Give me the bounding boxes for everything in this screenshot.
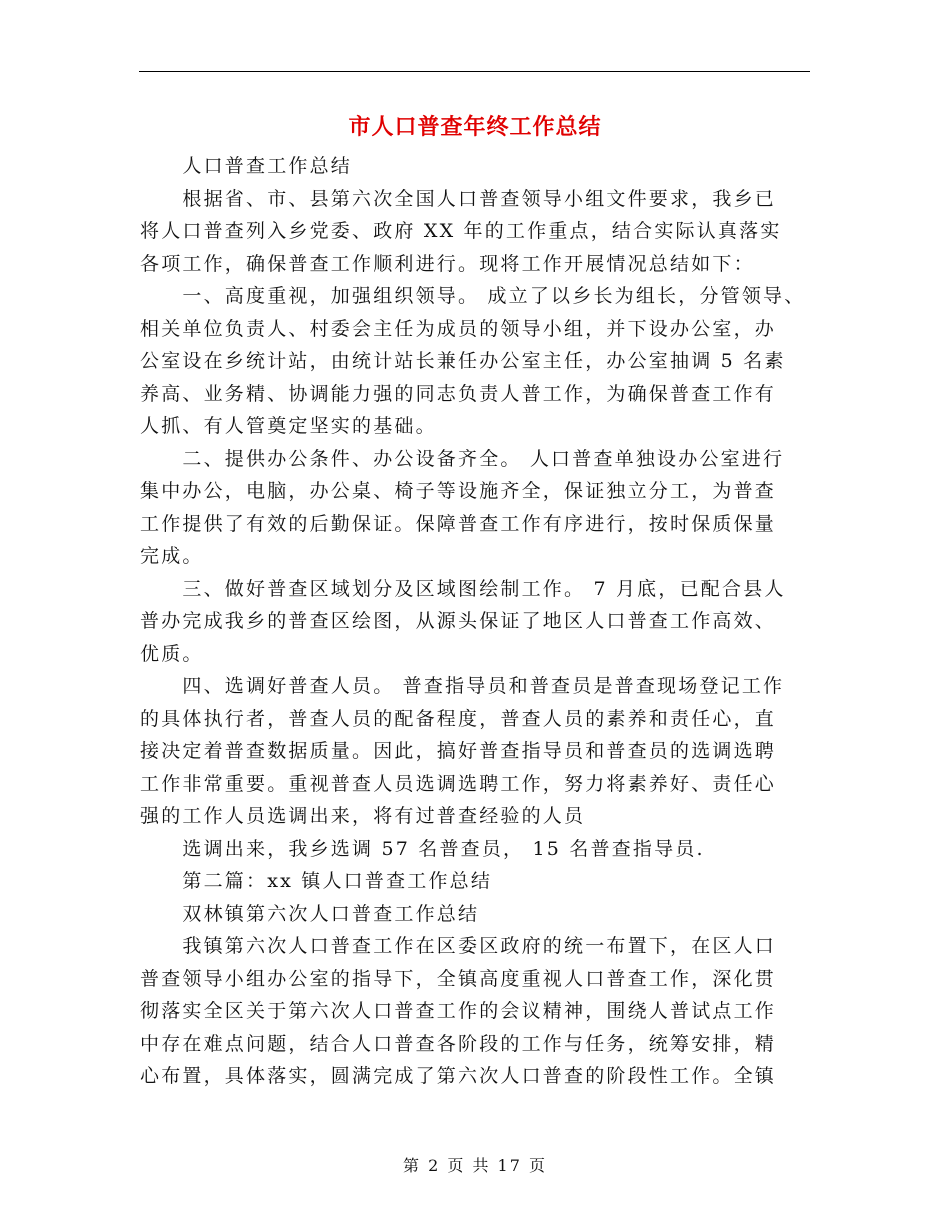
paragraph-line: 普办完成我乡的普查区绘图，从源头保证了地区人口普查工作高效、 xyxy=(140,610,777,632)
paragraph-line: 三、做好普查区域划分及区域图绘制工作。 7 月底，已配合县人 xyxy=(140,577,786,600)
paragraph-line: 接决定着普查数据质量。因此，搞好普查指导员和普查员的选调选聘 xyxy=(140,740,777,762)
paragraph-line: 选调出来，我乡选调 57 名普查员， 15 名普查指导员. xyxy=(140,837,705,860)
paragraph-line: 优质。 xyxy=(140,642,204,665)
paragraph-line: 根据省、市、县第六次全国人口普查领导小组文件要求，我乡已 xyxy=(140,187,777,210)
paragraph-line: 一、高度重视，加强组织领导。 成立了以乡长为组长，分管领导、 xyxy=(140,285,806,307)
paragraph-line: 二、提供办公条件、办公设备齐全。 人口普查单独设办公室进行 xyxy=(140,447,785,470)
paragraph-line: 各项工作，确保普查工作顺利进行。现将工作开展情况总结如下： xyxy=(140,252,755,275)
paragraph-line: 人抓、有人管奠定坚实的基础。 xyxy=(140,415,437,437)
paragraph-line: 将人口普查列入乡党委、政府 XX 年的工作重点，结合实际认真落实 xyxy=(140,220,782,242)
paragraph-line: 养高、业务精、协调能力强的同志负责人普工作，为确保普查工作有 xyxy=(140,382,777,405)
paragraph-line: 集中办公，电脑，办公桌、椅子等设施齐全，保证独立分工，为普查 xyxy=(140,480,777,502)
paragraph-line: 人口普查工作总结 xyxy=(140,155,353,177)
paragraph-line: 我镇第六次人口普查工作在区委区政府的统一布置下，在区人口 xyxy=(140,935,777,957)
paragraph-line: 相关单位负责人、村委会主任为成员的领导小组，并下设办公室，办 xyxy=(140,317,777,340)
paragraph-line: 彻落实全区关于第六次人口普查工作的会议精神，围绕人普试点工作 xyxy=(140,1000,777,1022)
paragraph-line: 第二篇：xx 镇人口普查工作总结 xyxy=(140,870,493,892)
paragraph-line: 工作提供了有效的后勤保证。保障普查工作有序进行，按时保质保量 xyxy=(140,512,777,535)
paragraph-line: 的具体执行者，普查人员的配备程度，普查人员的素养和责任心，直 xyxy=(140,707,777,730)
paragraph-line: 心布置，具体落实，圆满完成了第六次人口普查的阶段性工作。全镇 xyxy=(140,1065,777,1087)
header-rule xyxy=(139,71,810,72)
paragraph-line: 中存在难点问题，结合人口普查各阶段的工作与任务，统筹安排，精 xyxy=(140,1032,777,1055)
paragraph-line: 普查领导小组办公室的指导下，全镇高度重视人口普查工作，深化贯 xyxy=(140,967,777,990)
paragraph-line: 四、选调好普查人员。 普查指导员和普查员是普查现场登记工作 xyxy=(140,675,785,697)
paragraph-line: 完成。 xyxy=(140,545,204,567)
paragraph-line: 公室设在乡统计站，由统计站长兼任办公室主任，办公室抽调 5 名素 xyxy=(140,350,786,372)
document-title: 市人口普查年终工作总结 xyxy=(348,115,602,140)
paragraph-line: 工作非常重要。重视普查人员选调选聘工作，努力将素养好、责任心 xyxy=(140,772,777,795)
paragraph-line: 强的工作人员选调出来，将有过普查经验的人员 xyxy=(140,805,586,827)
page-footer: 第 2 页 共 17 页 xyxy=(403,1156,547,1175)
paragraph-line: 双林镇第六次人口普查工作总结 xyxy=(140,902,480,925)
